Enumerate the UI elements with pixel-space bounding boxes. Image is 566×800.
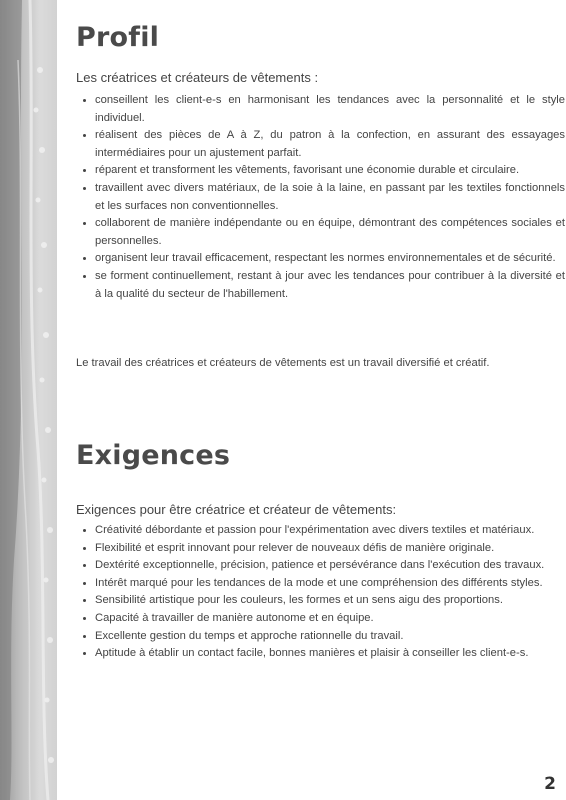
list-item: • se forment continuellement, restant à jour avec les tendances pour contribuer à la diversité et à la qualité du secteur de l'habillement. xyxy=(95,268,565,303)
page-number: 2 xyxy=(544,774,556,794)
list-item: • collaborent de manière indépendante ou en équipe, démontrant des compétences sociales et personnelles. xyxy=(95,215,565,250)
list-item: • Créativité débordante et passion pour l'expérimentation avec divers textiles et matériaux. xyxy=(95,522,565,540)
exigences-heading: Exigences xyxy=(76,440,231,471)
list-item: • Aptitude à établir un contact facile, bonnes manières et plaisir à conseiller les client-e-s. xyxy=(95,645,565,663)
exigences-intro: Exigences pour être créatrice et créateur de vêtements: xyxy=(76,502,397,517)
list-item: • organisent leur travail efficacement, respectant les normes environnementales et de sécurité. xyxy=(95,250,565,268)
list-item: • réparent et transforment les vêtements, favorisant une économie durable et circulaire. xyxy=(95,162,565,180)
list-item: • conseillent les client-e-s en harmonisant les tendances avec la personnalité et le style individuel. xyxy=(95,92,565,127)
list-item: • Dextérité exceptionnelle, précision, patience et persévérance dans l'exécution des travaux. xyxy=(95,557,565,575)
exigences-list xyxy=(76,522,565,663)
list-item: • Capacité à travailler de manière autonome et en équipe. xyxy=(95,610,565,628)
list-item: • Excellente gestion du temps et approche rationnelle du travail. xyxy=(95,628,565,646)
profil-heading: Profil xyxy=(76,22,160,53)
list-item: • travaillent avec divers matériaux, de la soie à la laine, en passant par les textiles fonctionnels et les surfaces non conventionnelles. xyxy=(95,180,565,215)
profil-intro: Les créatrices et créateurs de vêtements : xyxy=(76,70,319,85)
list-item: • Flexibilité et esprit innovant pour relever de nouveaux défis de manière originale. xyxy=(95,540,565,558)
profil-closing: Le travail des créatrices et créateurs de vêtements est un travail diversifié et créatif. xyxy=(76,357,490,369)
profil-list xyxy=(76,92,565,303)
list-item: • réalisent des pièces de A à Z, du patron à la confection, en assurant des essayages intermédiaires pour un ajustement parfait. xyxy=(95,127,565,162)
lace-fabric-photo xyxy=(0,0,57,800)
list-item: • Intérêt marqué pour les tendances de la mode et une compréhension des différents styles. xyxy=(95,575,565,593)
list-item: • Sensibilité artistique pour les couleurs, les formes et un sens aigu des proportions. xyxy=(95,592,565,610)
